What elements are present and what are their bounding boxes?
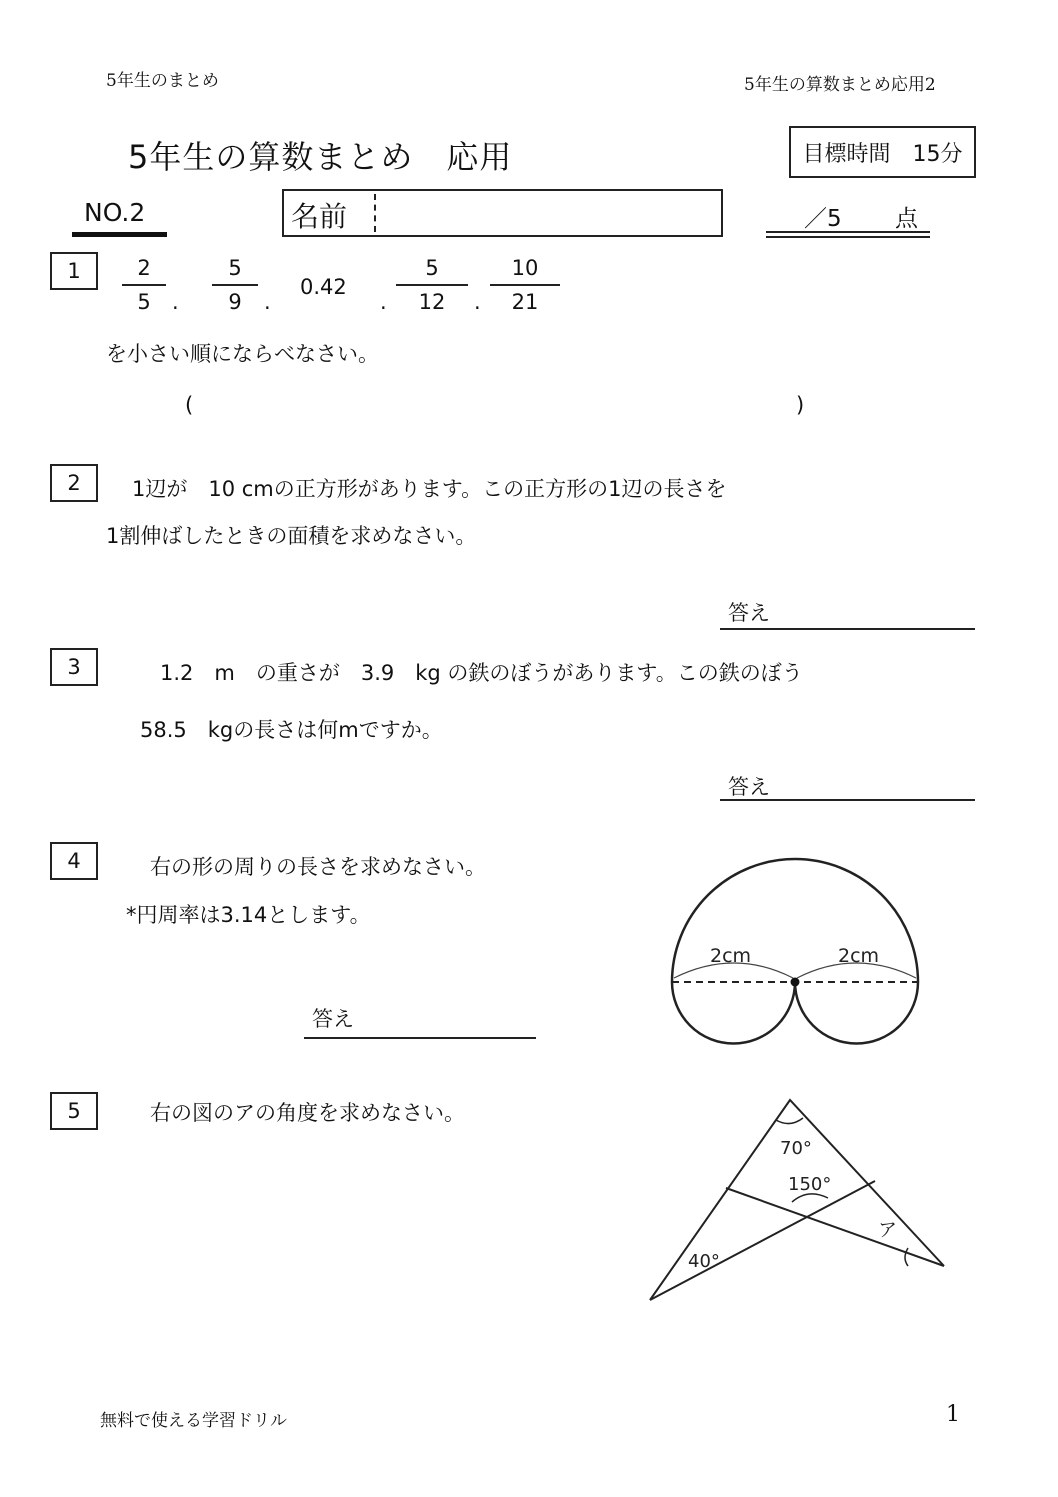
circle-figure [650, 820, 940, 1060]
fraction-10-21: 10 21 [490, 256, 560, 314]
target-time-box [789, 126, 976, 178]
answer-line[interactable] [720, 799, 975, 801]
answer-label: 答え [728, 775, 770, 799]
score-unit: 点 [895, 206, 918, 232]
name-label: 名前 [291, 200, 348, 233]
answer-label: 答え [312, 1007, 354, 1031]
question-2-number: 2 [50, 464, 98, 502]
question-3-number: 3 [50, 648, 98, 686]
fraction-2-5: 2 5 [122, 256, 166, 314]
question-5-number: 5 [50, 1092, 98, 1130]
angle-label-70: 70° [780, 1138, 812, 1159]
question-3-line1: 1.2 m の重さが 3.9 kg の鉄のぼうがあります。この鉄のぼう [160, 661, 803, 685]
dimension-label-left: 2cm [710, 945, 752, 967]
name-box[interactable] [282, 189, 723, 237]
page-number: 1 [946, 1402, 960, 1427]
question-2-line2: 1割伸ばしたときの面積を求めなさい。 [106, 524, 477, 548]
angle-label-40: 40° [688, 1251, 720, 1272]
header-right: 5年生の算数まとめ応用2 [744, 75, 936, 95]
answer-paren-close: ) [796, 393, 805, 417]
header-left: 5年生のまとめ [106, 71, 219, 91]
answer-label: 答え [728, 601, 770, 625]
triangle-figure [640, 1090, 950, 1310]
question-4-number: 4 [50, 842, 98, 880]
sheet-number-underline [72, 232, 167, 237]
answer-line[interactable] [720, 628, 975, 630]
angle-label-a: ア [878, 1219, 898, 1241]
question-1-number: 1 [50, 252, 98, 290]
sheet-number: NO.2 [84, 198, 146, 227]
page-title: 5年生の算数まとめ 応用 [128, 138, 513, 176]
score-underline [766, 231, 930, 238]
answer-line[interactable] [304, 1037, 536, 1039]
answer-paren-open: ( [185, 393, 194, 417]
separator: . [474, 290, 481, 314]
fraction-5-9: 5 9 [212, 256, 258, 314]
separator: . [380, 290, 387, 314]
question-3-line2: 58.5 kgの長さは何mですか。 [140, 718, 443, 742]
question-5-line1: 右の図のアの角度を求めなさい。 [150, 1101, 465, 1125]
dimension-label-right: 2cm [838, 945, 880, 967]
separator: . [264, 290, 271, 314]
question-4-line1: 右の形の周りの長さを求めなさい。 [150, 855, 486, 879]
target-time: 目標時間 15分 [802, 141, 963, 167]
question-2-line1: 1辺が 10 cmの正方形があります。この正方形の1辺の長さを [132, 477, 727, 501]
question-1-text: を小さい順にならべなさい。 [106, 342, 379, 366]
score-slash: ／5 [804, 206, 842, 232]
decimal-value: 0.42 [300, 275, 347, 299]
fraction-5-12: 5 12 [396, 256, 468, 314]
name-divider [374, 194, 376, 232]
question-4-line2: *円周率は3.14とします。 [126, 903, 371, 927]
footer-left: 無料で使える学習ドリル [100, 1411, 287, 1431]
angle-label-150: 150° [788, 1174, 832, 1195]
separator: . [172, 290, 179, 314]
